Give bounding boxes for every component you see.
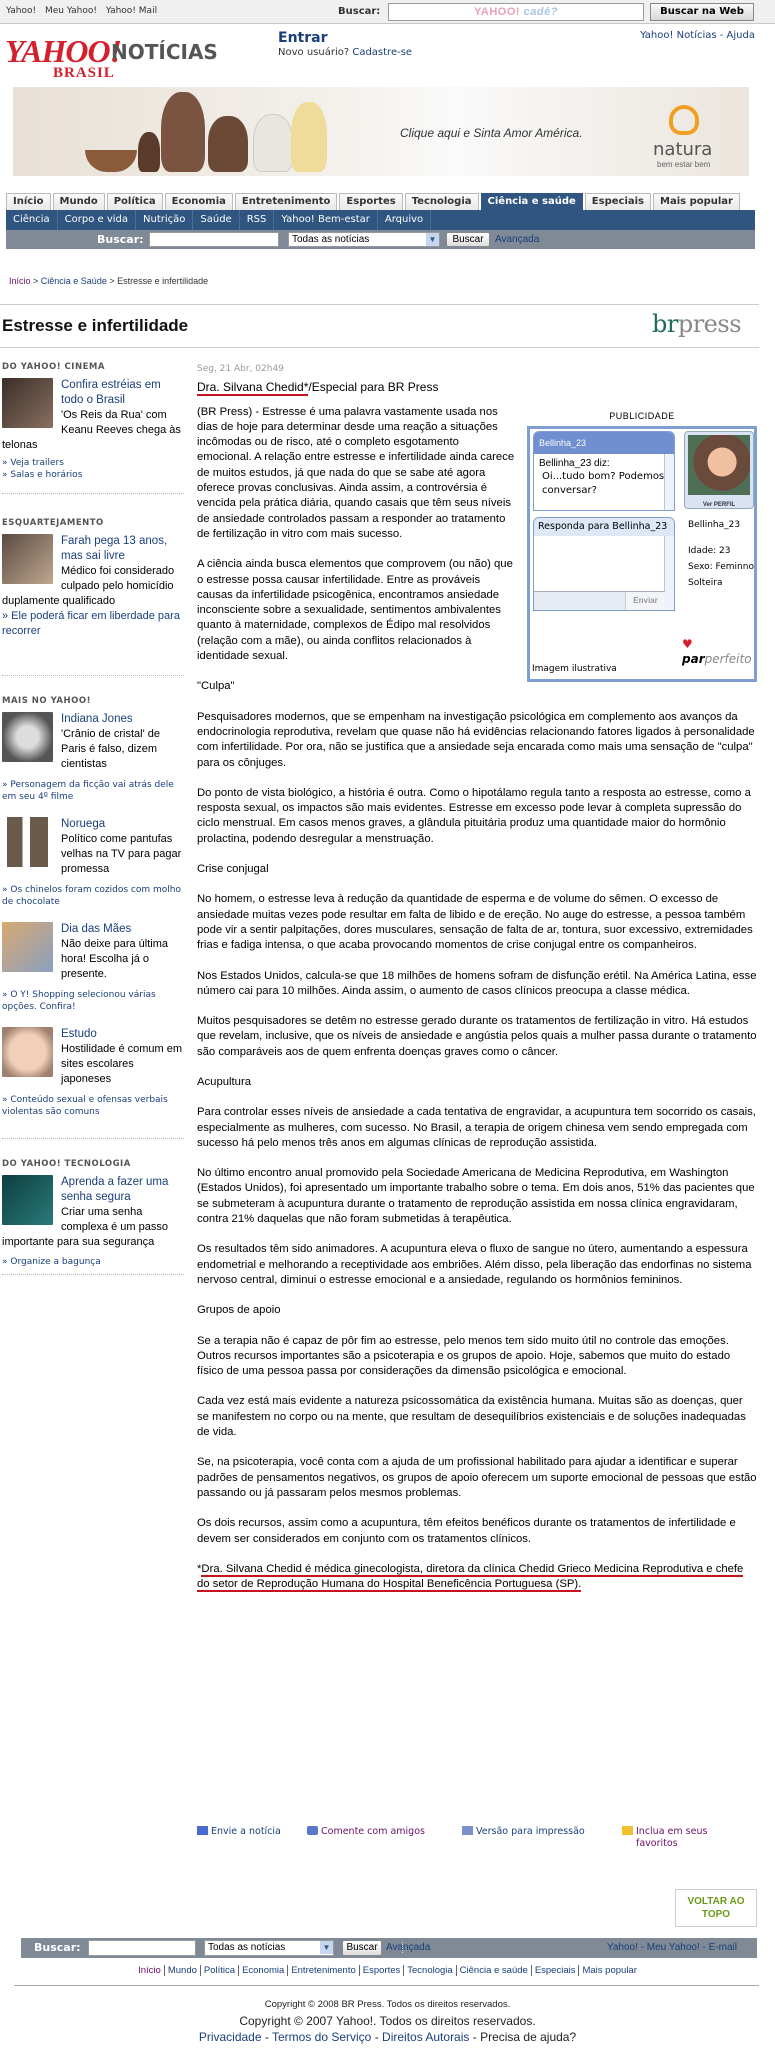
heart-icon: ♥ — [682, 636, 693, 651]
more-link[interactable]: » Os chinelos foram cozidos com molho de chocolate — [2, 885, 181, 907]
subnav-yahoo-bem-estar[interactable]: Yahoo! Bem-estar — [274, 210, 378, 230]
article-date: Seg, 21 Abr, 02h49 — [197, 364, 284, 374]
brpress-logo-a: br — [652, 310, 678, 338]
chat-header: Bellinha_23 — [534, 432, 674, 454]
item-headline[interactable]: Confira estréias em todo o Brasil — [61, 379, 161, 406]
news-search-input[interactable] — [149, 232, 279, 247]
yahoo-top-bar — [0, 0, 775, 24]
paragraph: Nos Estados Unidos, calcula-se que 18 milhões de homens sofram de disfunção erétil. Na América Latina, esse número cai para 10 milhões. Ainda assim, o aumento de casos clínicos preocupa a classe médica. — [197, 969, 757, 997]
chat-message — [534, 454, 674, 501]
item-headline[interactable]: Aprenda a fazer uma senha segura — [61, 1176, 169, 1203]
more-link[interactable]: » O Y! Shopping selecionou várias opções. Confira! — [2, 990, 156, 1012]
bottle-image — [253, 114, 293, 172]
natura-ad-banner[interactable] — [13, 87, 749, 176]
more-link[interactable]: » Organize a bagunça — [2, 1257, 101, 1267]
footer-nav-ciencia[interactable]: Ciência e saúde — [456, 1965, 531, 1976]
subheading: "Culpa" — [197, 680, 235, 693]
author-footnote — [197, 1562, 757, 1593]
chat-says: Bellinha_23 diz: — [539, 457, 610, 469]
advanced-search-link[interactable]: Avançada — [495, 234, 540, 245]
add-favorites-link[interactable] — [622, 1826, 707, 1837]
item-headline[interactable]: Noruega — [61, 818, 106, 830]
item-text: 'Crânio de cristal' de Paris é falso, dizem cientistas — [61, 728, 160, 770]
paragraph: Se a terapia não é capaz de pôr fim ao estresse, pelo menos tem sido muito útil no controle das emoções. Outros recursos importantes são a psicoterapia e os grupos de apoio. Hoje, sabemos que muito do estado físico de uma pessoa passa por considerações da dimensão psicológica e emocional. — [197, 1334, 731, 1378]
copyright-brpress: Copyright © 2008 BR Press. Todos os direitos reservados. — [264, 1999, 511, 2010]
favorites-label-line2[interactable]: favoritos — [636, 1838, 678, 1849]
top-link-meu-yahoo[interactable]: Meu Yahoo! — [44, 6, 97, 16]
main-tabs — [6, 193, 742, 210]
sidebar-section-cinema — [2, 362, 184, 494]
article-byline — [197, 380, 757, 395]
advertisement[interactable] — [527, 409, 757, 682]
chat-window — [533, 431, 675, 511]
divider — [14, 1985, 759, 1986]
item-text: Médico foi considerado culpado pelo homicídio duplamente qualificado — [2, 565, 175, 607]
footer-search-bar — [21, 1938, 757, 1958]
profile-image — [688, 435, 750, 495]
favorites-label: Inclua em seus — [636, 1826, 708, 1837]
footer-search-label: Buscar: — [34, 1941, 81, 1954]
footnote-text: Dra. Silvana Chedid é médica ginecologista, diretora da clínica Chedid Grieco Medicina Reprodutiva e chefe do setor de Reprodução Humana do Hospital Beneficência Portuguesa (SP). — [197, 1562, 744, 1591]
terms-link[interactable]: Termos do Serviço — [271, 2030, 372, 2044]
top-links — [6, 6, 163, 16]
more-link[interactable]: » Salas e horários — [2, 470, 83, 480]
tab-inicio[interactable]: Início — [6, 193, 51, 210]
new-user-label: Novo usuário? — [278, 47, 350, 58]
header-links[interactable]: Yahoo! Notícias - Ajuda — [640, 30, 755, 41]
new-user-prompt — [278, 47, 412, 58]
footer-nav-mundo[interactable]: Mundo — [164, 1965, 200, 1976]
yahoo-brasil-logo[interactable] — [5, 33, 218, 81]
separator: - — [261, 2030, 272, 2044]
tab-mais-popular[interactable]: Mais popular — [653, 193, 740, 210]
breadcrumb-separator: > — [106, 276, 118, 286]
article-body — [197, 362, 757, 1607]
subnav-saude[interactable]: Saúde — [193, 210, 239, 230]
footer-nav-tecnologia[interactable]: Tecnologia — [403, 1965, 455, 1976]
natura-slogan: bem estar bem — [657, 160, 711, 169]
subnav-rss[interactable]: RSS — [240, 210, 275, 230]
footnote-star: * — [197, 1562, 202, 1575]
news-search-button[interactable]: Buscar — [446, 232, 490, 247]
tab-economia[interactable]: Economia — [165, 193, 233, 210]
thumbnail-image[interactable] — [2, 1027, 53, 1077]
separator: - — [469, 2030, 481, 2044]
thumbnail-image[interactable] — [2, 378, 53, 428]
bottle-image — [85, 150, 137, 172]
paragraph: Os dois recursos, assim como a acupuntura, têm efeitos benéficos durante os tratamentos de infertilidade e devem ser considerados em conjunto com os tratamentos clínicos. — [197, 1517, 736, 1545]
item-text: 'Os Reis da Rua' com Keanu Reeves chega às telonas — [2, 409, 181, 451]
brpress-logo — [652, 310, 741, 338]
brand-a: par — [682, 652, 705, 667]
reply-header: Responda para Bellinha_23 — [534, 518, 674, 536]
subnav-nutricao[interactable]: Nutrição — [136, 210, 193, 230]
item-text: Político come pantufas velhas na TV para pagar promessa — [61, 833, 182, 875]
search-placeholder-brand: YAHOO! — [474, 6, 521, 18]
profile-photo[interactable] — [684, 431, 754, 509]
reply-send-bar — [534, 591, 665, 610]
thumbnail-image[interactable] — [2, 1175, 53, 1225]
footer-advanced-link[interactable]: Avançada — [386, 1942, 431, 1953]
back-to-top-button[interactable] — [675, 1889, 757, 1927]
item-headline[interactable]: Estudo — [61, 1028, 97, 1040]
section-name: NOTÍCIAS — [111, 40, 218, 64]
tab-especiais[interactable]: Especiais — [585, 193, 651, 210]
natura-flower-icon — [669, 105, 699, 135]
bottle-image — [161, 92, 205, 172]
sign-in-link[interactable]: Entrar — [278, 30, 328, 46]
tab-esportes[interactable]: Esportes — [339, 193, 402, 210]
tab-mundo[interactable]: Mundo — [53, 193, 105, 210]
profile-status: Solteira — [688, 577, 723, 588]
list-item — [2, 378, 184, 453]
natura-brand: natura — [653, 139, 713, 160]
paragraph: Para controlar esses níveis de ansiedade a cada tentativa de engravidar, a acupuntura tem socorrido os casais, especialmente as mulheres, com sucesso. No Brasil, a terapia de origem chinesa vem sendo empregada com sucesso há pelo menos três anos em algumas clínicas de reprodução assistida. — [197, 1106, 756, 1149]
footer-nav-entretenimento[interactable]: Entretenimento — [287, 1965, 358, 1976]
thumbnail-image[interactable] — [2, 817, 53, 867]
news-search-bar — [6, 230, 755, 249]
page-title: Estresse e infertilidade — [2, 316, 189, 335]
brpress-logo-b: press — [677, 310, 742, 338]
news-search-scope-select[interactable] — [288, 232, 440, 247]
paragraph: Do ponto de vista biológico, a história é outra. Como o hipotálamo regula tanto a resposta ao estresse, como a resposta sexual, os impactos são mais evidentes. Estresse em excesso pode levar à completa supressão do ciclo menstrual. Em casos menos graves, a glândula pituitária produz uma quantidade maior do hormônio prolactina, podendo desregular a menstruação. — [197, 786, 751, 845]
profile-sex: Sexo: Feminno — [688, 561, 754, 572]
search-placeholder-sub: cadê? — [523, 6, 558, 18]
list-item — [2, 534, 184, 609]
list-item — [2, 922, 184, 982]
subheading: Crise conjugal — [197, 863, 269, 876]
subnav-ciencia[interactable]: Ciência — [6, 210, 58, 230]
profile-name: Bellinha_23 — [688, 519, 741, 530]
speech-bubble-icon — [307, 1826, 318, 1835]
email-story-link[interactable] — [197, 1826, 281, 1837]
reply-input[interactable] — [534, 536, 674, 586]
dotted-divider — [2, 1274, 184, 1275]
author-name: Dra. Silvana Chedid* — [197, 380, 309, 395]
footer-yahoo-links[interactable]: Yahoo! - Meu Yahoo! - E-mail — [402, 1942, 757, 1953]
list-item — [2, 1027, 184, 1087]
star-icon — [622, 1826, 633, 1835]
email-story-label: Envie a notícia — [211, 1826, 281, 1837]
footer-nav-politica[interactable]: Política — [200, 1965, 238, 1976]
logo-brasil: BRASIL — [53, 65, 115, 81]
thumbnail-image[interactable] — [2, 712, 53, 762]
copyright-link[interactable]: Direitos Autorais — [382, 2030, 470, 2044]
dotted-divider — [2, 493, 184, 494]
ad-caption: Imagem ilustrativa — [532, 663, 617, 674]
dotted-divider — [2, 1138, 184, 1139]
item-headline[interactable]: Indiana Jones — [61, 713, 133, 725]
divider — [0, 347, 759, 348]
section-heading: MAIS NO YAHOO! — [2, 696, 91, 706]
top-link-yahoo[interactable]: Yahoo! — [6, 6, 37, 16]
paragraph: Muitos pesquisadores se detêm no estresse gerado durante os tratamentos de fertilização in vitro. Há estudos que revelam, inclusive, que os níveis de ansiedade e angústia pelos quais a mulher passa durante o tratamento são comparáveis aos de quem enfrenta doenças graves como o câncer. — [197, 1015, 757, 1058]
print-version-link[interactable] — [462, 1826, 585, 1837]
footer-scope-value: Todas as notícias — [208, 1942, 286, 1953]
footer-legal-links — [0, 2030, 775, 2044]
footer-scope-select[interactable] — [204, 1940, 334, 1956]
byline-rest: /Especial para BR Press — [308, 380, 439, 395]
profile-info — [688, 517, 754, 591]
paragraph: Se, na psicoterapia, você conta com a ajuda de um profissional habilitado para ajudar a identificar e superar padrões de pensamentos negativos, os grupos de apoio oferecem um suporte emocional de pessoas que estão passando ou já passaram pelos mesmos problemas. — [197, 1456, 757, 1499]
reply-box — [533, 517, 675, 611]
sidebar-section-tecnologia — [2, 1159, 184, 1275]
chevron-down-icon: ▼ — [426, 233, 439, 246]
list-item — [2, 712, 184, 772]
paragraph: A ciência ainda busca elementos que comprovem (ou não) que o estresse possa causar infertilidade. Entre as prováveis causas da infertilidade psicogênica, encontramos ansiedade inconsciente sobre a sexualidade, sentimentos ambivalentes quanto à maternidade, complexos de Édipo mal resolvidos (relação com a mãe), ou ainda conflitos relacionados à identidade sexual. — [197, 558, 513, 663]
sub-navigation — [6, 210, 755, 230]
sidebar — [2, 362, 184, 1275]
copyright-yahoo: Copyright © 2007 Yahoo!. Todos os direitos reservados. — [239, 2014, 536, 2028]
tab-entretenimento[interactable]: Entretenimento — [235, 193, 338, 210]
more-link[interactable]: » Veja trailers — [2, 458, 64, 468]
section-heading: ESQUARTEJAMENTO — [2, 518, 104, 528]
send-button[interactable]: Enviar — [625, 592, 665, 610]
top-link-yahoo-mail[interactable]: Yahoo! Mail — [105, 6, 158, 16]
footer-nav-inicio[interactable]: Início — [138, 1965, 161, 1976]
thumbnail-image[interactable] — [2, 922, 53, 972]
footer-search-input[interactable] — [88, 1940, 196, 1956]
tab-politica[interactable]: Política — [107, 193, 163, 210]
thumbnail-image[interactable] — [2, 534, 53, 584]
privacy-link[interactable]: Privacidade — [198, 2030, 262, 2044]
more-link[interactable]: » Personagem da ficção vai atrás dele em seu 4º filme — [2, 780, 174, 802]
paragraph: Pesquisadores modernos, que se empenham na investigação psicológica em complemento aos avanços da endocrinologia reprodutiva, revelam que quase não há evidências relacionando fatores ligados à personalidade com infertilidade. Por ora, não se justifica que a ansiedade seja encarada como mais uma sensação de "culpa" para os cônjuges. — [197, 710, 755, 769]
divider — [0, 304, 759, 305]
sidebar-section-mais-no-yahoo — [2, 696, 184, 1139]
list-item — [2, 1175, 184, 1250]
breadcrumb-section[interactable]: Ciência e Saúde — [40, 276, 107, 286]
help-link[interactable]: Precisa de ajuda? — [480, 2030, 577, 2044]
more-link[interactable]: » Conteúdo sexual e ofensas verbais violentas são comuns — [2, 1095, 168, 1117]
print-label: Versão para impressão — [476, 1826, 585, 1837]
printer-icon — [462, 1826, 473, 1835]
breadcrumb-separator: > — [30, 276, 41, 286]
section-heading: DO YAHOO! CINEMA — [2, 362, 105, 372]
item-text: Criar uma senha complexa é um passo importante para sua segurança — [2, 1206, 168, 1248]
item-headline[interactable]: Dia das Mães — [61, 923, 132, 935]
paragraph: (BR Press) - Estresse é uma palavra vastamente usada nos dias de hoje para determinar desde uma reação a situações incômodas ou de risco, até o completo esgotamento emocional. A relação entre estresse e infertilidade ainda carece de muitos estudos, já que nada do que se sabe até agora oferece provas conclusivas. Ainda assim, a controvérsia é vencida pela prática diária, quando casais que têm seus níveis de ansiedade controlados passam a responder ao tratamento de fertilização in vitro com mais sucesso. — [197, 405, 515, 540]
paragraph: Os resultados têm sido animadores. A acupuntura eleva o fluxo de sangue no útero, aumentando a espessura endometrial e melhorando a receptividade aos embriões. Além disso, pela liberação das endorfinas no sistema nervoso central, diminui o estresse emocional e a ansiedade, regulando os hormônios femininos. — [197, 1243, 752, 1286]
scope-value: Todas as notícias — [292, 234, 370, 245]
footer-nav-mais-popular[interactable]: Mais popular — [578, 1965, 639, 1976]
profile-age: Idade: 23 — [688, 545, 731, 556]
subnav-arquivo[interactable]: Arquivo — [378, 210, 431, 230]
bottle-image — [291, 102, 327, 172]
subnav-corpo-e-vida[interactable]: Corpo e vida — [58, 210, 136, 230]
news-search-label: Buscar: — [97, 233, 144, 246]
parperfeito-ad[interactable] — [527, 426, 757, 682]
view-profile-link[interactable]: Ver PERFIL — [702, 501, 736, 508]
parperfeito-logo — [682, 637, 754, 668]
back-to-top-line2: TOPO — [701, 1909, 731, 1920]
scrollbar[interactable] — [664, 454, 674, 510]
bottle-image — [138, 132, 160, 172]
breadcrumb-home[interactable]: Início — [9, 276, 31, 286]
subheading: Acupultura — [197, 1075, 252, 1088]
web-search-label: Buscar: — [338, 6, 381, 17]
web-search-input[interactable] — [388, 3, 644, 21]
footer-search-button[interactable]: Buscar — [342, 1940, 382, 1956]
back-to-top-line1: VOLTAR AO — [687, 1896, 745, 1907]
logo-yahoo: YAHOO! — [5, 33, 122, 69]
footer-nav-esportes[interactable]: Esportes — [359, 1965, 404, 1976]
paragraph: No último encontro anual promovido pela Sociedade Americana de Medicina Reprodutiva, em Washington (Estados Unidos), foi apresentado um importante trabalho sobre o tema. Em dois anos, 51% das pacientes que se submeteram à acupuntura durante o tratamento de reprodução assistida em nossa clínica engravidaram, contra 21% daquelas que não foram submetidas à terapêutica. — [197, 1167, 755, 1226]
footer-nav — [0, 1965, 775, 1976]
banner-tagline: Clique aqui e Sinta Amor América. — [400, 126, 583, 140]
chat-text: Oi...tudo bom? Podemos conversar? — [542, 470, 665, 496]
bottle-image — [208, 116, 248, 172]
sidebar-section-esquartejamento — [2, 518, 184, 676]
chevron-down-icon: ▼ — [320, 1941, 333, 1954]
separator: - — [371, 2030, 383, 2044]
paragraph: No homem, o estresse leva à redução da quantidade de esperma e de volume do sêmen. O excesso de ansiedade muitas vezes pode resultar em falta de libido e de ereção. No auge do estresse, a pessoa também pode vir a sentir palpitações, dores musculares, sensação de falta de ar, tontura, suor excessivo, extremidades frias e fadiga intensa, o que acaba provocando momentos de crise conjugal entre os companheiros. — [197, 893, 753, 952]
more-link[interactable]: » Ele poderá ficar em liberdade para recorrer — [2, 610, 180, 637]
envelope-icon — [197, 1826, 208, 1835]
paragraph: Cada vez está mais evidente a natureza psicossomática da existência humana. Muitas são as doenças, quer se manifestem no corpo ou na mente, que resultam de desequilíbrios existenciais e de soluções inadequadas de vida. — [197, 1395, 746, 1439]
scrollbar[interactable] — [664, 536, 674, 610]
list-item — [2, 817, 184, 877]
dotted-divider — [2, 675, 184, 676]
breadcrumb-current: Estresse e infertilidade — [117, 276, 209, 286]
item-text: Hostilidade é comum em sites escolares japoneses — [61, 1043, 183, 1085]
subheading: Grupos de apoio — [197, 1304, 281, 1317]
section-heading: DO YAHOO! TECNOLOGIA — [2, 1159, 131, 1169]
footer-nav-economia[interactable]: Economia — [238, 1965, 287, 1976]
web-search-button[interactable]: Buscar na Web — [650, 3, 754, 21]
item-text: Não deixe para última hora! Escolha já o presente. — [61, 938, 169, 980]
comment-label: Comente com amigos — [321, 1826, 425, 1837]
brand-b: perfeito — [704, 652, 752, 667]
breadcrumb — [9, 276, 208, 286]
register-link[interactable]: Cadastre-se — [352, 47, 413, 58]
footer-nav-especiais[interactable]: Especiais — [531, 1965, 579, 1976]
tab-tecnologia[interactable]: Tecnologia — [405, 193, 479, 210]
comment-link[interactable] — [307, 1826, 425, 1837]
tab-ciencia-e-saude[interactable]: Ciência e saúde — [481, 193, 583, 210]
ad-label: PUBLICIDADE — [609, 410, 675, 421]
item-headline[interactable]: Farah pega 13 anos, mas sai livre — [61, 535, 168, 562]
